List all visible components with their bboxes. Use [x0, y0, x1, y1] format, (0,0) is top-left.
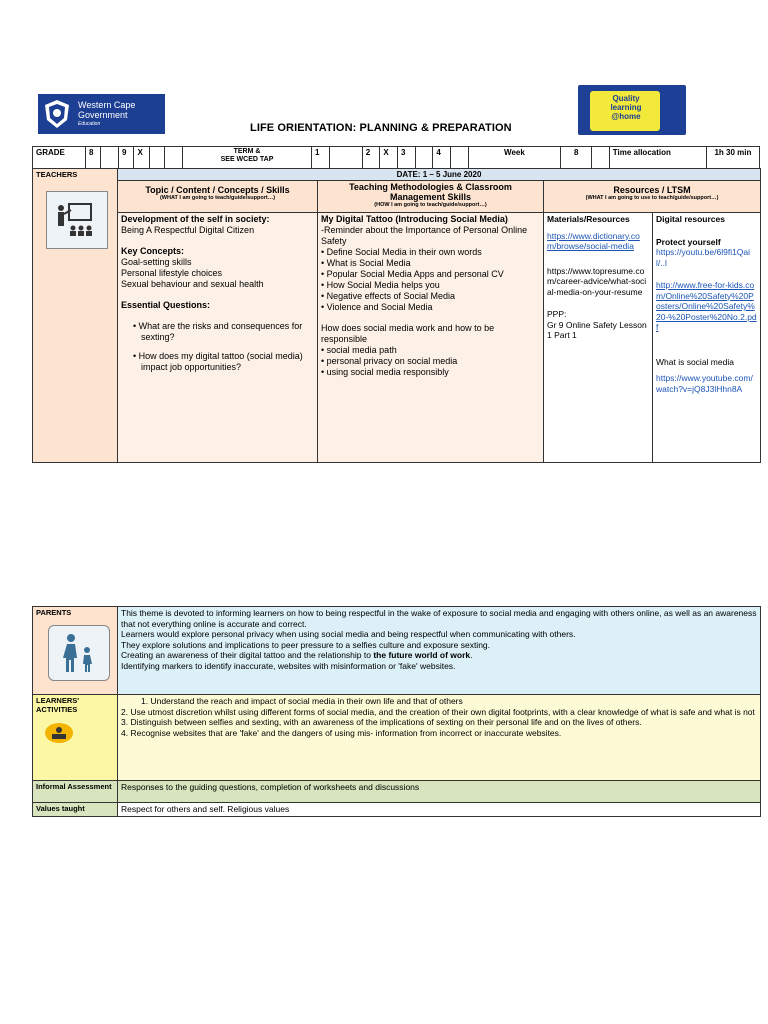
activities-table — [32, 606, 761, 817]
week-label: Week — [468, 147, 561, 169]
grade-label: GRADE — [33, 147, 86, 169]
grade-9-mark: X — [134, 147, 149, 169]
methods-heading: My Digital Tattoo (Introducing Social Media) — [321, 214, 508, 224]
protect-label: Protect yourself — [656, 236, 721, 247]
logo-line-3: Education — [78, 121, 101, 127]
parent-child-icon — [48, 625, 110, 681]
what-label: What is social media — [656, 356, 734, 367]
resources-head: Resources / LTSM — [613, 185, 691, 195]
ql-line-3: @home — [611, 112, 641, 121]
topic-cell — [118, 213, 318, 463]
methods-item2: • social media path — [321, 345, 540, 356]
term-4: 4 — [433, 147, 451, 169]
question-item: • How does my digital tattoo (social media) impact job opportunities? — [127, 351, 314, 373]
planning-table — [32, 146, 760, 169]
methods-item: • Negative effects of Social Media — [321, 291, 540, 302]
parents-line: They explore solutions and implications to peer pressure to a selfies culture and exposure sexting. — [121, 639, 491, 650]
methods-head: Teaching Methodologies & Classroom Management Skills — [349, 182, 512, 202]
digital-head: Digital resources — [656, 214, 725, 224]
parents-label-cell — [33, 607, 118, 695]
concept-item: Personal lifestyle choices — [121, 268, 223, 278]
learners-text-cell — [118, 695, 761, 781]
term-label-line-2: SEE WCED TAP — [220, 156, 274, 163]
logo-line-2: Government — [78, 110, 128, 120]
parents-label: PARENTS — [36, 608, 72, 617]
tattoo-pre: Creating an awareness of their digital tattoo and the relationship to — [121, 650, 374, 660]
methods-item: • Popular Social Media Apps and personal CV — [321, 269, 540, 280]
digital-cell — [653, 213, 761, 463]
learner-activity: 2. Use utmost discretion whilst using different forms of social media, and the creation of their own digital footprints, with a clear knowledge of what is safe and what is not — [121, 706, 755, 717]
methods-intro: -Reminder about the Importance of Personal Online Safety — [321, 225, 528, 246]
parents-tattoo-line — [121, 650, 757, 661]
methods-item2: • personal privacy on social media — [321, 356, 540, 367]
methods-item: • How Social Media helps you — [321, 280, 540, 291]
term-1: 1 — [312, 147, 330, 169]
term-3: 3 — [398, 147, 416, 169]
questions-head: Essential Questions: — [121, 300, 211, 310]
youtube-link[interactable]: https://www.youtube.com/watch?v=jQ8J3lHhn8A — [656, 373, 753, 394]
concept-item: Goal-setting skills — [121, 257, 192, 267]
time-allocation-value: 1h 30 min — [706, 147, 759, 169]
term-2: 2 — [362, 147, 380, 169]
week-value: 8 — [561, 147, 592, 169]
poster-link[interactable]: http://www.free-for-kids.com/Online%20Safety%20Posters/Online%20Safety%20-%20Poster%20No.2.pdf — [656, 280, 757, 332]
materials-head: Materials/Resources — [547, 214, 630, 224]
methods-head-cell — [318, 181, 544, 213]
learner-activity: 3. Distinguish between selfies and sexting, with an awareness of the implications of sexting on their personal life and on the lives of others. — [121, 717, 642, 727]
page-title: LIFE ORIENTATION: PLANNING & PREPARATION — [250, 122, 512, 134]
parents-line: Identifying markers to identify inaccurate, websites with misinformation or 'fake' websites. — [121, 660, 456, 671]
ppp-label: PPP: — [547, 309, 567, 319]
date-cell: DATE: 1 – 5 June 2020 — [118, 169, 761, 181]
teachers-label: TEACHERS — [36, 170, 78, 179]
term-label-line-1: TERM & — [233, 148, 261, 155]
tattoo-post: . — [470, 650, 473, 660]
concept-item: Sexual behaviour and sexual health — [121, 279, 264, 289]
parents-line: Learners would explore personal privacy when using social media and being respectful when communicating with others. — [121, 629, 576, 639]
teachers-table — [32, 168, 761, 463]
methods-question: How does social media work and how to be responsible — [321, 323, 495, 344]
ppp-value: Gr 9 Online Safety Lesson 1 Part 1 — [547, 319, 647, 340]
methods-item: • What is Social Media — [321, 258, 540, 269]
topic-subtitle: Being A Respectful Digital Citizen — [121, 225, 255, 235]
topic-sub: (WHAT I am going to teach/guide/support…) — [159, 195, 276, 201]
teachers-label-cell — [33, 169, 118, 463]
ql-line-1: Quality — [612, 94, 640, 103]
methods-item2: • using social media responsibly — [321, 367, 540, 378]
grade-9: 9 — [119, 147, 134, 169]
term-2-mark: X — [380, 147, 398, 169]
teacher-icon — [46, 191, 108, 249]
resources-sub: (WHAT I am going to use to teach/guide/support…) — [585, 195, 719, 201]
quality-learning-logo — [578, 85, 686, 135]
logo-line-1: Western Cape — [78, 100, 136, 110]
informal-assessment-label: Informal Assessment — [33, 781, 118, 803]
term-label — [182, 147, 311, 169]
values-taught-value: Respect for others and self. Religious values — [118, 803, 761, 817]
parents-text-cell — [118, 607, 761, 695]
question-item: • What are the risks and consequences for sexting? — [127, 321, 314, 343]
values-taught-label: Values taught — [33, 803, 118, 817]
learner-activity: 1. Understand the reach and impact of social media in their own life and that of others — [141, 696, 463, 706]
time-allocation-label: Time allocation — [609, 147, 706, 169]
protect-link[interactable]: https://youtu.be/6l9fi1Qail/..l — [656, 247, 751, 268]
methods-sub: (HOW I am going to teach/guide/support…) — [374, 202, 487, 208]
dictionary-link[interactable]: https://www.dictionary.com/browse/social-media — [547, 230, 640, 251]
grade-8: 8 — [85, 147, 100, 169]
tattoo-bold: the future world of work — [373, 650, 471, 660]
learner-activity: 4. Recognise websites that are 'fake' and the dangers of using mis- information from incorrect or inaccurate websites. — [121, 727, 562, 738]
topic-head-cell — [118, 181, 318, 213]
learners-label-cell — [33, 695, 118, 781]
learners-label: LEARNERS' ACTIVITIES — [36, 696, 80, 714]
western-cape-logo — [38, 94, 165, 134]
topic-head: Topic / Content / Concepts / Skills — [145, 185, 290, 195]
coat-of-arms-icon — [42, 98, 72, 130]
methods-item: • Violence and Social Media — [321, 302, 540, 313]
methods-cell — [318, 213, 544, 463]
topic-heading: Development of the self in society: — [121, 214, 270, 224]
learner-icon — [44, 722, 74, 744]
parents-line: This theme is devoted to informing learners on how to being respectful in the wake of exposure to social media and engaging with others online, as well as an awareness that not everything online is accurate and correct. — [121, 608, 757, 629]
resources-head-cell — [544, 181, 761, 213]
ql-line-2: learning — [610, 103, 642, 112]
concepts-head: Key Concepts: — [121, 246, 185, 256]
informal-assessment-value: Responses to the guiding questions, completion of worksheets and discussions — [118, 781, 761, 803]
methods-item: • Define Social Media in their own words — [321, 247, 540, 258]
materials-cell — [544, 213, 653, 463]
topresume-url: https://www.topresume.com/career-advice/what-social-media-on-your-resume — [547, 265, 647, 297]
